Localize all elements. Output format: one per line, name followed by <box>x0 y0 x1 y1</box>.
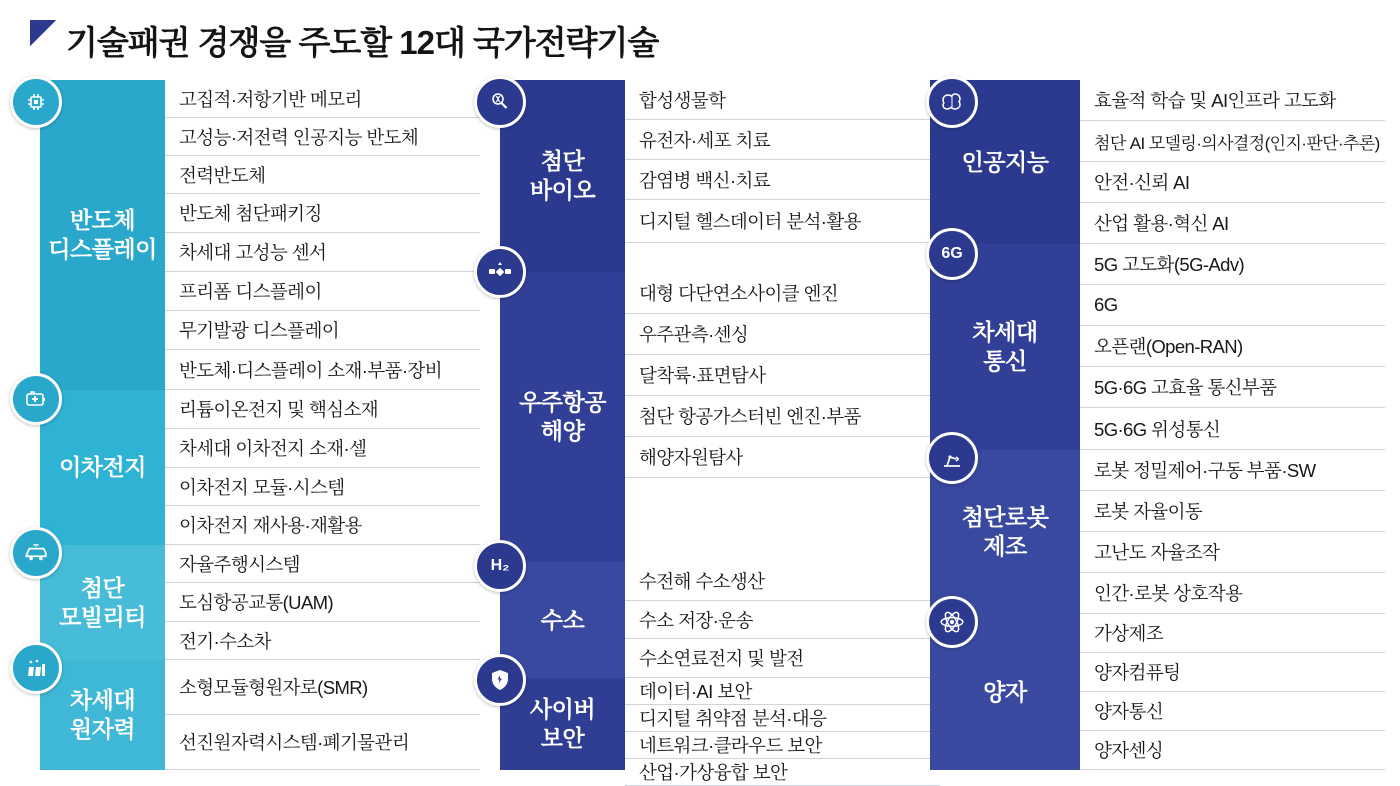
6g-label: 6G <box>941 245 963 262</box>
list-item: 반도체 첨단패키징 <box>165 194 480 233</box>
list-item: 수소 저장·운송 <box>625 601 940 639</box>
list-item: 6G <box>1080 285 1385 326</box>
category-label-line-1: 반도체 <box>69 207 136 234</box>
group-hydrogen <box>500 562 940 678</box>
category-label-line-2: 원자력 <box>69 716 136 742</box>
category-label: 수소 <box>540 606 585 633</box>
list-item: 자율주행시스템 <box>165 545 480 583</box>
items-advanced-mobility <box>165 545 480 660</box>
list-item: 반도체·디스플레이 소재·부품·장비 <box>165 350 480 390</box>
list-item: 이차전지 재사용·재활용 <box>165 506 480 545</box>
chip-icon <box>10 76 62 128</box>
list-item: 5G·6G 고효율 통신부품 <box>1080 367 1385 408</box>
category-label: 인공지능 <box>961 148 1049 175</box>
category-label: 이차전지 <box>59 454 146 481</box>
satellite-icon <box>474 246 526 298</box>
list-item: 수소연료전지 및 발전 <box>625 639 940 678</box>
category-label-line-2: 바이오 <box>529 177 596 203</box>
items-semiconductor-display <box>165 80 480 390</box>
column-1 <box>40 80 480 770</box>
header-accent-mark <box>30 20 56 46</box>
group-quantum <box>930 614 1385 770</box>
list-item: 고난도 자율조작 <box>1080 532 1385 573</box>
category-label-line-1: 첨단로봇 <box>961 504 1049 531</box>
list-item: 전력반도체 <box>165 156 480 194</box>
items-artificial-intelligence <box>1080 80 1385 244</box>
list-item: 오픈랜(Open-RAN) <box>1080 326 1385 367</box>
battery-icon <box>10 373 62 425</box>
category-label-line-2: 모빌리티 <box>59 603 146 630</box>
list-item: 안전·신뢰 AI <box>1080 162 1385 203</box>
category-secondary-battery <box>40 390 165 545</box>
list-item: 산업·가상융합 보안 <box>625 759 940 786</box>
category-label-line-1: 첨단 <box>540 148 585 175</box>
list-item: 수전해 수소생산 <box>625 562 940 601</box>
list-item: 산업 활용·혁신 AI <box>1080 203 1385 244</box>
group-advanced-mobility <box>40 545 480 660</box>
category-label-line-1: 사이버 <box>529 696 596 723</box>
list-item: 효율적 학습 및 AI인프라 고도화 <box>1080 80 1385 121</box>
group-cyber-security <box>500 678 940 783</box>
list-item: 디지털 헬스데이터 분석·활용 <box>625 200 940 243</box>
list-item: 해양자원탐사 <box>625 437 940 478</box>
page-title: 기술패권 경쟁을 주도할 12대 국가전략기술 <box>66 23 659 61</box>
hydrogen-icon <box>474 540 526 592</box>
robot-arm-icon <box>926 432 978 484</box>
group-secondary-battery <box>40 390 480 545</box>
list-item: 5G 고도화(5G-Adv) <box>1080 244 1385 285</box>
category-label-line-1: 차세대 <box>69 687 136 714</box>
group-artificial-intelligence <box>930 80 1385 244</box>
list-item: 감염병 백신·치료 <box>625 160 940 200</box>
list-item: 차세대 이차전지 소재·셀 <box>165 429 480 468</box>
group-next-gen-nuclear <box>40 660 480 770</box>
category-aerospace-ocean <box>500 272 625 562</box>
list-item: 도심항공교통(UAM) <box>165 583 480 622</box>
list-item: 첨단 항공가스터빈 엔진·부품 <box>625 396 940 437</box>
category-semiconductor-display <box>40 80 165 390</box>
category-label: 양자 <box>983 678 1027 705</box>
list-item: 합성생물학 <box>625 80 940 120</box>
list-item: 양자통신 <box>1080 692 1385 731</box>
page-header <box>30 10 658 70</box>
list-item: 전기·수소차 <box>165 622 480 660</box>
list-item: 우주관측·센싱 <box>625 314 940 355</box>
hydrogen-label: H₂ <box>490 557 510 574</box>
list-item: 무기발광 디스플레이 <box>165 311 480 350</box>
category-label-line-1: 첨단 <box>80 574 125 601</box>
category-label-line-2: 보안 <box>540 725 585 751</box>
6g-icon <box>926 228 978 280</box>
items-advanced-robot-manufacturing <box>1080 450 1385 614</box>
items-next-gen-nuclear <box>165 660 480 770</box>
list-item: 차세대 고성능 센서 <box>165 233 480 272</box>
list-item: 소형모듈형원자로(SMR) <box>165 660 480 715</box>
list-item: 대형 다단연소사이클 엔진 <box>625 272 940 314</box>
items-aerospace-ocean <box>625 272 940 562</box>
list-item: 고집적·저항기반 메모리 <box>165 80 480 118</box>
items-quantum <box>1080 614 1385 770</box>
list-item: 선진원자력시스템·폐기물관리 <box>165 715 480 770</box>
category-label-line-2: 디스플레이 <box>48 236 157 262</box>
list-item: 양자센싱 <box>1080 731 1385 770</box>
category-label-line-1: 우주항공 <box>519 389 606 416</box>
category-label-line-2: 통신 <box>983 348 1027 374</box>
list-item: 네트워크·클라우드 보안 <box>625 732 940 759</box>
items-hydrogen <box>625 562 940 678</box>
group-advanced-bio <box>500 80 940 272</box>
list-item: 리튬이온전지 및 핵심소재 <box>165 390 480 429</box>
items-secondary-battery <box>165 390 480 545</box>
list-item: 인간·로봇 상호작용 <box>1080 573 1385 614</box>
group-next-gen-communication <box>930 244 1385 450</box>
list-item: 유전자·세포 치료 <box>625 120 940 160</box>
nuclear-plant-icon <box>10 642 62 694</box>
ai-brain-icon <box>926 76 978 128</box>
list-item: 디지털 취약점 분석·대응 <box>625 705 940 732</box>
list-item: 프리폼 디스플레이 <box>165 272 480 311</box>
list-item: 이차전지 모듈·시스템 <box>165 468 480 506</box>
items-next-gen-communication <box>1080 244 1385 450</box>
list-item: 첨단 AI 모델링·의사결정(인지·판단·추론) <box>1080 121 1385 162</box>
car-icon <box>10 527 62 579</box>
list-item: 5G·6G 위성통신 <box>1080 408 1385 450</box>
list-item: 고성능·저전력 인공지능 반도체 <box>165 118 480 156</box>
column-3 <box>930 80 1385 770</box>
atom-icon <box>926 596 978 648</box>
list-item: 로봇 자율이동 <box>1080 491 1385 532</box>
category-label-line-1: 차세대 <box>972 319 1038 346</box>
category-label-line-2: 제조 <box>983 533 1027 559</box>
strategic-technologies-board <box>0 80 1400 783</box>
dna-microscope-icon <box>474 76 526 128</box>
column-2 <box>490 80 940 783</box>
list-item: 로봇 정밀제어·구동 부품·SW <box>1080 450 1385 491</box>
list-item: 달착륙·표면탐사 <box>625 355 940 396</box>
list-item: 가상제조 <box>1080 614 1385 653</box>
group-aerospace-ocean <box>500 272 940 562</box>
list-item: 데이터·AI 보안 <box>625 678 940 705</box>
category-label-line-2: 해양 <box>540 418 585 444</box>
items-cyber-security <box>625 678 940 783</box>
group-semiconductor-display <box>40 80 480 390</box>
shield-icon <box>474 654 526 706</box>
list-item: 양자컴퓨팅 <box>1080 653 1385 692</box>
group-advanced-robot-manufacturing <box>930 450 1385 614</box>
items-advanced-bio <box>625 80 940 272</box>
